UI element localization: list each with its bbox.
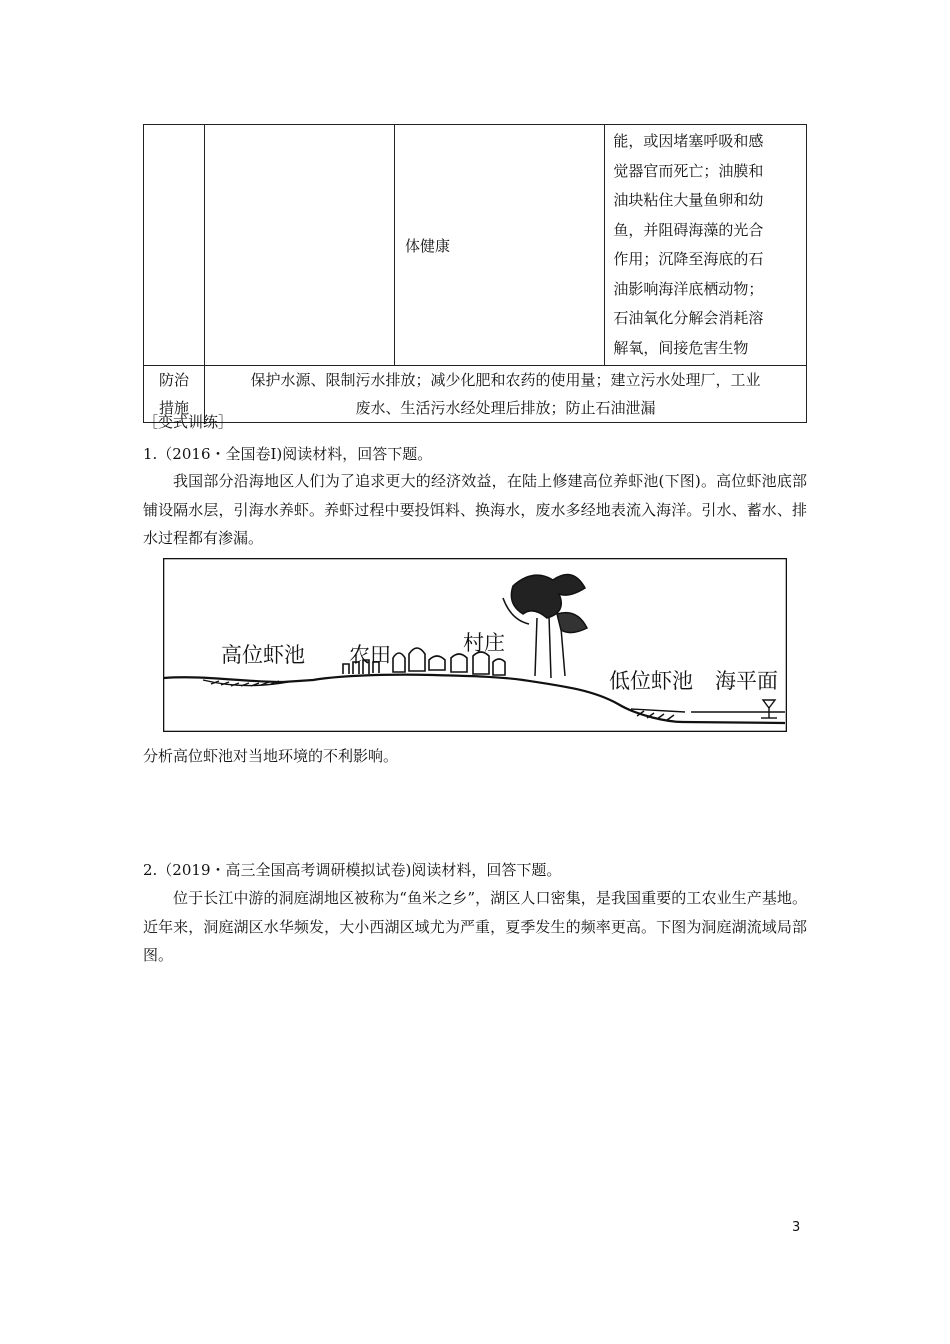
question-2-material: 位于长江中游的洞庭湖地区被称为“鱼米之乡”，湖区人口密集，是我国重要的工农业生产基地。近年来，洞庭湖区水华频发，大小西湖区域尤为严重，夏季发生的频率更高。下图为洞庭湖流域局部图。 [143,889,807,964]
question-1-prompt: 分析高位虾池对当地环境的不利影响。 [143,747,399,765]
table-cell-measures [204,366,806,423]
table-cell-empty [144,125,205,366]
diagram-svg [163,558,787,732]
question-1-header: 1.（2016・全国卷Ⅰ)阅读材料，回答下题。 [143,445,433,463]
question-1-material: 我国部分沿海地区人们为了追求更大的经济效益，在陆上修建高位养虾池(下图)。高位虾池底部铺设隔水层，引海水养虾。养虾过程中要投饵料、换海水，废水多经地表流入海洋。引水、蓄水、排水过程都有渗漏。 [143,472,807,547]
label-low-pond: 低位虾池 [609,669,693,693]
text-line: 作用；沉降至海底的石 [613,250,764,268]
text-line: 石油氧化分解会消耗溶 [613,309,764,327]
table-cell-oil-impact [605,125,807,366]
question-2-header: 2.（2019・高三全国高考调研模拟试卷)阅读材料，回答下题。 [143,861,562,879]
table-cell-harm: 体健康 [395,125,605,366]
low-pond-hatching [631,709,685,720]
text-line: 鱼，并阻碍海藻的光合 [613,220,764,239]
table-row [144,125,807,366]
sea-level-marker-icon [761,700,777,718]
palm-trees-icon [503,575,587,678]
label-village: 村庄 [463,631,505,655]
table-row [144,366,807,423]
label-farmland: 农田 [349,643,391,667]
pollution-table [143,124,807,423]
label-line: 措施 [158,399,189,417]
shrimp-pond-diagram [163,558,787,732]
measures-line: 废水、生活污水经处理后排放；防止石油泄漏 [355,399,656,417]
page-number: 3 [792,1220,801,1235]
section-label: ［变式训练］ [143,413,234,431]
label-line: 防治 [158,371,189,389]
label-high-pond: 高位虾池 [221,643,305,667]
measures-line: 保护水源、限制污水排放；减少化肥和农药的使用量；建立污水处理厂，工业 [250,371,761,389]
table-cell-empty [204,125,394,366]
label-sea-level: 海平面 [715,669,778,693]
text-line: 解氧，间接危害生物 [613,338,749,357]
text-line: 能，或因堵塞呼吸和感 [613,132,764,150]
text-line: 油块粘住大量鱼卵和幼 [613,191,764,209]
text-line: 觉器官而死亡；油膜和 [613,161,764,180]
text-line: 油影响海洋底栖动物； [613,279,764,298]
